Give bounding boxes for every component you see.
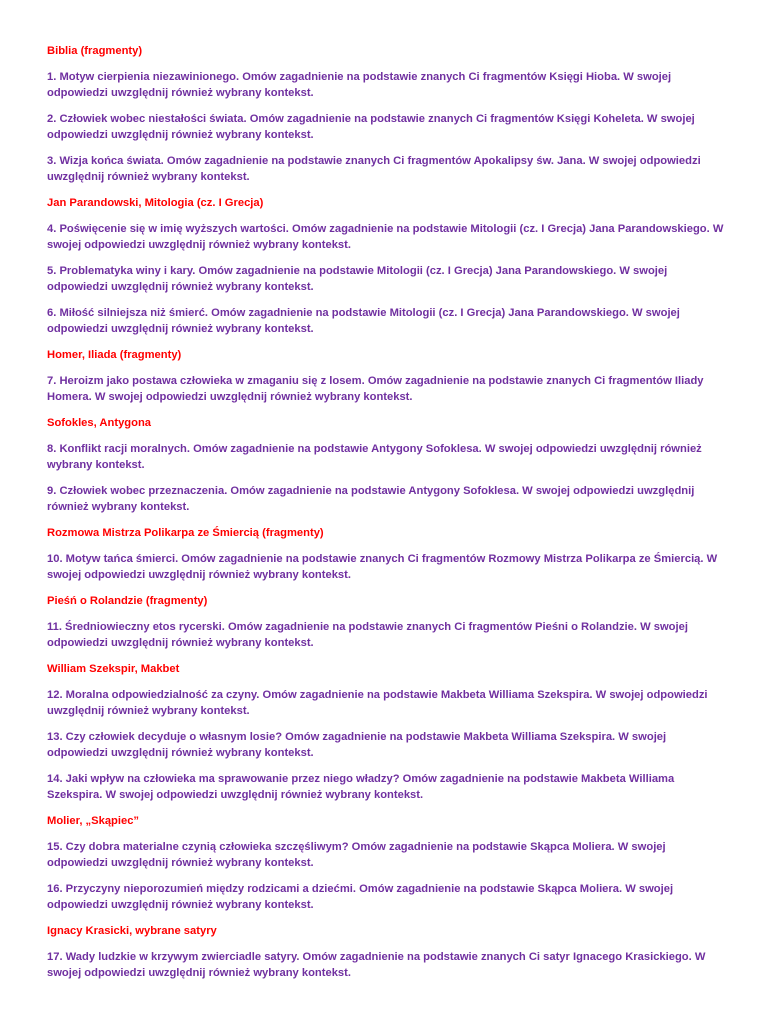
question-item: 14. Jaki wpływ na człowieka ma sprawowanie przez niego władzy? Omów zagadnienie na podstawie Makbeta Williama Szekspira. W swojej odpowiedzi uwzględnij również wybrany kontekst. xyxy=(47,773,675,801)
question-item: 10. Motyw tańca śmierci. Omów zagadnienie na podstawie znanych Ci fragmentów Rozmowy Mistrza Polikarpa ze Śmiercią. W swojej odpowiedzi uwzględnij również wybrany kontekst. xyxy=(47,553,718,581)
section-skapiec xyxy=(47,813,727,913)
section-heading: Molier, „Skąpiec” xyxy=(47,815,140,827)
question-item: 5. Problematyka winy i kary. Omów zagadnienie na podstawie Mitologii (cz. I Grecja) Jana Parandowskiego. W swojej odpowiedzi uwzględnij również wybrany kontekst. xyxy=(47,265,668,293)
question-item: 8. Konflikt racji moralnych. Omów zagadnienie na podstawie Antygony Sofoklesa. W swojej odpowiedzi uwzględnij również wybrany kontekst. xyxy=(47,443,702,471)
section-heading: Sofokles, Antygona xyxy=(47,417,152,429)
section-heading: Jan Parandowski, Mitologia (cz. I Grecja) xyxy=(47,197,264,209)
section-mitologia xyxy=(47,195,727,337)
question-item: 3. Wizja końca świata. Omów zagadnienie na podstawie znanych Ci fragmentów Apokalipsy św. Jana. W swojej odpowiedzi uwzględnij również wybrany kontekst. xyxy=(47,155,701,183)
question-item: 15. Czy dobra materialne czynią człowieka szczęśliwym? Omów zagadnienie na podstawie Skąpca Moliera. W swojej odpowiedzi uwzględnij również wybrany kontekst. xyxy=(47,841,666,869)
section-heading: Ignacy Krasicki, wybrane satyry xyxy=(47,925,217,937)
section-heading: Pieśń o Rolandzie (fragmenty) xyxy=(47,595,208,607)
section-heading: Homer, Iliada (fragmenty) xyxy=(47,349,182,361)
question-item: 12. Moralna odpowiedzialność za czyny. Omów zagadnienie na podstawie Makbeta Williama Szekspira. W swojej odpowiedzi uwzględnij również wybrany kontekst. xyxy=(47,689,708,717)
section-roland xyxy=(47,593,727,651)
question-item: 16. Przyczyny nieporozumień między rodzicami a dziećmi. Omów zagadnienie na podstawie Skąpca Moliera. W swojej odpowiedzi uwzględnij również wybrany kontekst. xyxy=(47,883,674,911)
question-item: 11. Średniowieczny etos rycerski. Omów zagadnienie na podstawie znanych Ci fragmentów Pieśni o Rolandzie. W swojej odpowiedzi uwzględnij również wybrany kontekst. xyxy=(47,621,688,649)
section-antygona xyxy=(47,415,727,515)
section-biblia xyxy=(47,43,727,185)
question-item: 1. Motyw cierpienia niezawinionego. Omów zagadnienie na podstawie znanych Ci fragmentów Księgi Hioba. W swojej odpowiedzi uwzględnij również wybrany kontekst. xyxy=(47,71,672,99)
question-item: 6. Miłość silniejsza niż śmierć. Omów zagadnienie na podstawie Mitologii (cz. I Grecja) Jana Parandowskiego. W swojej odpowiedzi uwzględnij również wybrany kontekst. xyxy=(47,307,680,335)
question-item: 4. Poświęcenie się w imię wyższych wartości. Omów zagadnienie na podstawie Mitologii (cz. I Grecja) Jana Parandowskiego. W swojej odpowiedzi uwzględnij również wybrany kontekst. xyxy=(47,223,724,251)
section-heading: William Szekspir, Makbet xyxy=(47,663,180,675)
question-item: 9. Człowiek wobec przeznaczenia. Omów zagadnienie na podstawie Antygony Sofoklesa. W swojej odpowiedzi uwzględnij również wybrany kontekst. xyxy=(47,485,695,513)
question-item: 17. Wady ludzkie w krzywym zwierciadle satyry. Omów zagadnienie na podstawie znanych Ci satyr Ignacego Krasickiego. W swojej odpowiedzi uwzględnij również wybrany kontekst. xyxy=(47,951,706,979)
section-polikarp xyxy=(47,525,727,583)
section-makbet xyxy=(47,661,727,803)
question-item: 13. Czy człowiek decyduje o własnym losie? Omów zagadnienie na podstawie Makbeta Williama Szekspira. W swojej odpowiedzi uwzględnij również wybrany kontekst. xyxy=(47,731,667,759)
section-heading: Biblia (fragmenty) xyxy=(47,45,143,57)
document-page xyxy=(47,43,727,991)
question-item: 2. Człowiek wobec niestałości świata. Omów zagadnienie na podstawie znanych Ci fragmentów Księgi Koheleta. W swojej odpowiedzi uwzględnij również wybrany kontekst. xyxy=(47,113,695,141)
question-item: 7. Heroizm jako postawa człowieka w zmaganiu się z losem. Omów zagadnienie na podstawie znanych Ci fragmentów Iliady Homera. W swojej odpowiedzi uwzględnij również wybrany kontekst. xyxy=(47,375,704,403)
section-iliada xyxy=(47,347,727,405)
section-heading: Rozmowa Mistrza Polikarpa ze Śmiercią (fragmenty) xyxy=(47,527,324,539)
section-krasicki xyxy=(47,923,727,981)
